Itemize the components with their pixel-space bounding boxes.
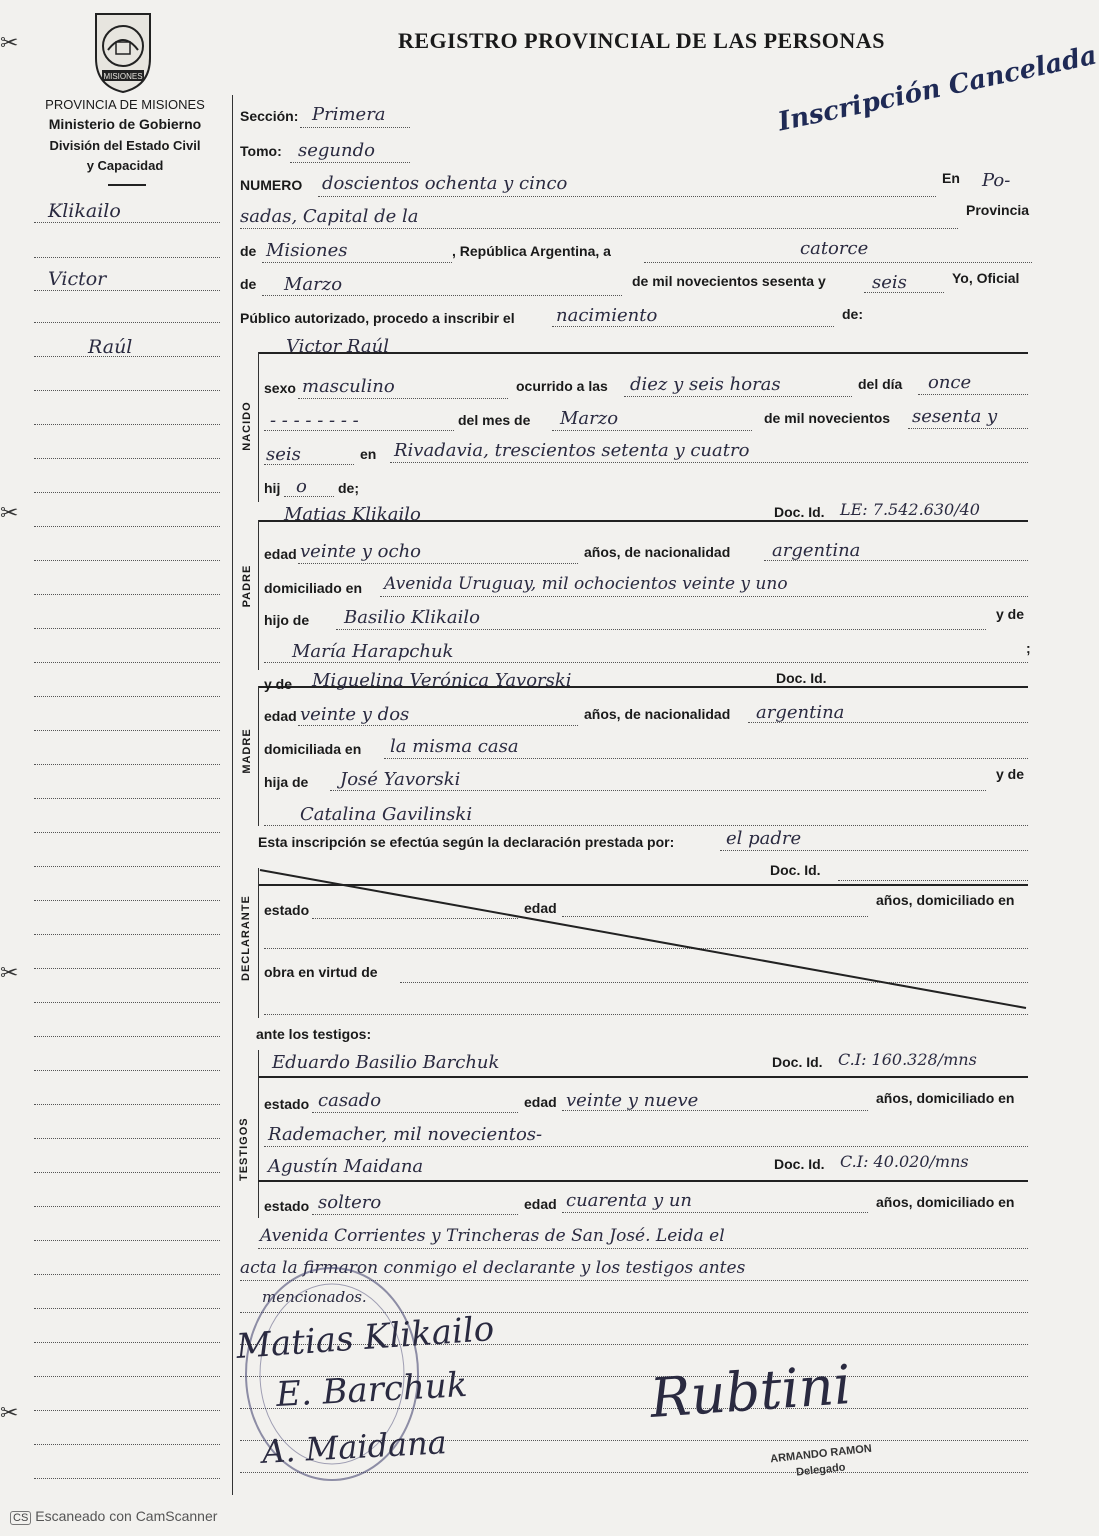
testigo2-anios-label: años, domiciliado en — [876, 1194, 1015, 1210]
testigo1-estado-label: estado — [264, 1096, 310, 1112]
padre-edad-value: veinte y ocho — [300, 541, 422, 562]
madre-nac-value: argentina — [756, 702, 845, 723]
madre-edad-label: edad — [264, 708, 297, 724]
closing-line: acta la firmaron conmigo el declarante y los testigos antes — [240, 1258, 746, 1278]
signature-father: Matias Klikailo — [234, 1309, 496, 1367]
testigo1-dom-value: Rademacher, mil novecientos- — [268, 1124, 543, 1145]
numero-label: NUMERO — [240, 177, 303, 193]
declarante-obra-label: obra en virtud de — [264, 964, 378, 980]
sexo-value: masculino — [302, 376, 395, 397]
madre-dom-label: domiciliada en — [264, 741, 362, 757]
division-label-2: y Capacidad — [86, 158, 164, 173]
madre-hija-label: hija de — [264, 774, 309, 790]
padre-doc-label: Doc. Id. — [774, 504, 825, 520]
scanner-label: Escaneado con CamScanner — [35, 1508, 218, 1524]
oficial-label: Yo, Oficial — [952, 270, 1020, 286]
en-label-2: en — [360, 446, 377, 462]
declaracion-value: el padre — [726, 828, 802, 849]
testigo2-edad-value: cuarenta y un — [566, 1190, 693, 1211]
place-continuation: sadas, Capital de la — [240, 206, 419, 227]
padre-edad-label: edad — [264, 546, 297, 562]
section-madre: MADRE — [241, 728, 253, 774]
mil-label: de mil novecientos sesenta y — [632, 273, 826, 289]
section-declarante: DECLARANTE — [240, 895, 252, 981]
binding-hole-icon: ✂ — [0, 500, 19, 525]
madre-doc-label: Doc. Id. — [776, 670, 827, 686]
signature-witness-1: E. Barchuk — [275, 1365, 469, 1415]
ocurrido-label: ocurrido a las — [516, 378, 608, 394]
padre-doc-value: LE: 7.542.630/40 — [840, 500, 980, 519]
padre-father: Basilio Klikailo — [344, 607, 480, 628]
dia-value: once — [928, 372, 972, 393]
nacido-name: Victor Raúl — [286, 336, 389, 357]
ministry-label: Ministerio de Gobierno — [48, 116, 202, 132]
republica-label: , República Argentina, a — [452, 243, 611, 259]
stamp-role: Delegado — [795, 1461, 847, 1479]
testigo2-doc-label: Doc. Id. — [774, 1156, 825, 1172]
tomo-label: Tomo: — [240, 143, 282, 159]
province-label: PROVINCIA DE MISIONES — [45, 97, 205, 112]
padre-nac-label: años, de nacionalidad — [584, 544, 731, 560]
hijo-value: o — [296, 476, 307, 497]
madre-y-de-label-2: y de — [996, 766, 1025, 782]
testigo2-name: Agustín Maidana — [268, 1156, 424, 1177]
testigo2-estado-value: soltero — [318, 1192, 382, 1213]
section-nacido: NACIDO — [241, 401, 253, 451]
testigo2-edad-label: edad — [524, 1196, 557, 1212]
madre-father: José Yavorski — [340, 769, 461, 790]
padre-y-de-label: y de — [996, 606, 1025, 622]
en-label: En — [942, 170, 960, 186]
binding-hole-icon: ✂ — [0, 1400, 19, 1425]
testigo2-estado-label: estado — [264, 1198, 310, 1214]
sexo-label: sexo — [264, 380, 296, 396]
declarante-anios-label: años, domiciliado en — [876, 892, 1015, 908]
publico-label: Público autorizado, procedo a inscribir el — [240, 310, 515, 326]
hijo-label: hij — [264, 480, 281, 496]
camscanner-icon: CS — [10, 1511, 31, 1525]
section-testigos: TESTIGOS — [238, 1117, 250, 1181]
del-dia-label: del día — [858, 376, 903, 392]
day-value: catorce — [800, 238, 869, 259]
numero-value: doscientos ochenta y cinco — [322, 173, 568, 194]
signature-witness-2: A. Maidana — [261, 1423, 448, 1471]
year-value: seis — [872, 272, 907, 293]
declarante-edad-label: edad — [524, 900, 557, 916]
madre-name: Miguelina Verónica Yavorski — [312, 670, 572, 691]
declarante-estado-label: estado — [264, 902, 310, 918]
padre-mother: María Harapchuk — [292, 641, 454, 662]
madre-dom-value: la misma casa — [390, 736, 519, 757]
seccion-label: Sección: — [240, 108, 299, 124]
testigo1-doc-value: C.I: 160.328/mns — [838, 1050, 977, 1069]
anio-value: sesenta y — [912, 406, 998, 427]
provincia-label: Provincia — [966, 202, 1030, 218]
tomo-value: segundo — [298, 140, 375, 161]
de-colon-label: de: — [842, 306, 863, 322]
mes-label: del mes de — [458, 412, 531, 428]
testigo1-name: Eduardo Basilio Barchuk — [272, 1052, 500, 1073]
madre-y-de-label: y de — [264, 676, 293, 692]
testigo1-edad-label: edad — [524, 1094, 557, 1110]
padre-dom-label: domiciliado en — [264, 580, 363, 596]
province-seal — [88, 8, 158, 94]
de-value: Misiones — [266, 240, 348, 261]
seccion-value: Primera — [312, 104, 386, 125]
month-value: Marzo — [284, 274, 343, 295]
declaracion-label: Esta inscripción se efectúa según la declaración prestada por: — [258, 834, 675, 850]
page-title: REGISTRO PROVINCIAL DE LAS PERSONAS — [398, 28, 885, 53]
en-value: Po- — [982, 170, 1011, 191]
testigo2-doc-value: C.I: 40.020/mns — [840, 1152, 969, 1171]
binding-hole-icon: ✂ — [0, 960, 19, 985]
closing-line-2: mencionados. — [262, 1288, 367, 1306]
de-label-2: de — [240, 276, 257, 292]
declarante-doc-label: Doc. Id. — [770, 862, 821, 878]
stamp-name: ARMANDO RAMON — [769, 1442, 873, 1466]
testigo1-doc-label: Doc. Id. — [772, 1054, 823, 1070]
testigo1-anios-label: años, domiciliado en — [876, 1090, 1015, 1106]
sidebar-second-name: Raúl — [88, 336, 133, 358]
testigo1-estado-value: casado — [318, 1090, 382, 1111]
testigo2-dom-value: Avenida Corrientes y Trincheras de San José. Leida el — [260, 1226, 725, 1246]
header-rule — [108, 184, 146, 186]
scanner-footer — [10, 1508, 217, 1525]
madre-edad-value: veinte y dos — [300, 704, 410, 725]
madre-nac-label: años, de nacionalidad — [584, 706, 731, 722]
testigo1-edad-value: veinte y nueve — [566, 1090, 699, 1111]
dashes: - - - - - - - - — [270, 410, 359, 431]
sidebar-surname: Klikailo — [48, 200, 121, 222]
lugar-value: Rivadavia, trescientos setenta y cuatro — [394, 440, 750, 461]
hora-value: diez y seis horas — [630, 374, 781, 395]
ante-testigos-label: ante los testigos: — [256, 1026, 372, 1042]
padre-name: Matias Klikailo — [284, 504, 421, 525]
hijo-de-label: de; — [338, 480, 359, 496]
padre-dom-value: Avenida Uruguay, mil ochocientos veinte y uno — [384, 574, 788, 594]
de-label: de — [240, 243, 257, 259]
padre-hijo-de-label: hijo de — [264, 612, 310, 628]
padre-nac-value: argentina — [772, 540, 861, 561]
seal-text: MISIONES — [103, 72, 143, 81]
madre-mother: Catalina Gavilinski — [300, 804, 473, 825]
section-padre: PADRE — [241, 564, 253, 608]
sidebar-given-name: Victor — [48, 268, 107, 290]
signature-official: Rubtini — [648, 1353, 853, 1430]
padre-semicolon: ; — [1026, 640, 1031, 656]
cancel-stamp: Inscripción Cancelada — [775, 40, 1099, 138]
acto-value: nacimiento — [556, 305, 658, 326]
mil-label-2: de mil novecientos — [764, 410, 891, 426]
anio-value-2: seis — [266, 444, 301, 465]
binding-hole-icon: ✂ — [0, 30, 19, 55]
declarante-cancel-line — [258, 868, 1028, 1018]
mes-value: Marzo — [560, 408, 619, 429]
division-label: División del Estado Civil — [49, 138, 201, 153]
